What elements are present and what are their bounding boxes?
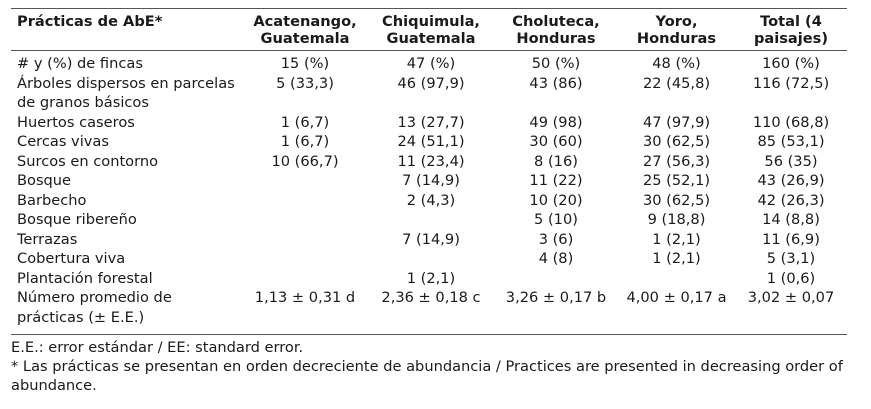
table-row [11,191,847,211]
table-footnotes [11,338,856,395]
cell-value: 30 (62,5) [642,133,711,150]
cell-value: 1 (2,1) [652,250,701,267]
cell-value [242,171,368,191]
cell-value [242,269,368,289]
table-row [11,132,847,152]
cell-value: 49 (98) [529,113,583,131]
cell-value [368,249,494,269]
cell-value: 2 (4,3) [406,191,456,209]
row-label: Bosque ribereño [17,211,137,228]
cell-value: 3,26 ± 0,17 b [505,289,607,306]
cell-value [618,269,735,289]
header-acatenango: Acatenango, Guatemala [253,13,357,47]
cell-value [368,210,494,230]
table-header [11,9,847,51]
cell-value: 1 (0,6) [766,269,816,287]
table-row [11,210,847,230]
table-row [11,171,847,191]
cell-value: 8 (16) [534,152,578,170]
footnote-abbreviation: E.E.: error estándar / EE: standard error. [11,339,304,356]
cell-value: 42 (26,3) [757,191,825,209]
cell-value: 24 (51,1) [397,133,465,150]
cell-value: 11 (6,9) [762,230,820,248]
cell-value: 1 (2,1) [406,269,456,287]
row-label: Terrazas [17,230,78,248]
table-row [11,249,847,269]
table-row [11,288,847,335]
cell-value: 48 (%) [652,55,701,72]
cell-value: 7 (14,9) [402,172,460,189]
cell-value: 11 (22) [529,172,583,189]
cell-value: 2,36 ± 0,18 c [381,289,481,306]
cell-value [242,191,368,211]
cell-value: 1,13 ± 0,31 d [254,289,356,306]
row-label: Huertos caseros [17,113,135,131]
cell-value: 5 (3,1) [766,250,816,267]
cell-value: 4,00 ± 0,17 a [626,289,727,306]
row-label: Árboles dispersos en parcelas de granos básicos [17,74,235,111]
cell-value: 11 (23,4) [397,152,465,170]
table-body [11,51,847,335]
cell-value: 1 (2,1) [652,230,701,248]
header-practices: Prácticas de AbE* [17,13,163,30]
cell-value: 50 (%) [531,55,581,72]
cell-value: 116 (72,5) [752,74,830,92]
row-label: Cobertura viva [17,250,126,267]
row-label: Cercas vivas [17,133,109,150]
cell-value: 5 (10) [534,211,578,228]
cell-value: 43 (26,9) [757,172,825,189]
cell-value: 30 (62,5) [642,191,711,209]
row-label: Plantación forestal [17,269,153,287]
row-label: Bosque [17,172,72,189]
footnote-ordering: * Las prácticas se presentan en orden decreciente de abundancia / Practices are presented in decreasing order of abundance. [11,358,843,394]
table-row [11,74,847,113]
header-row [11,9,847,51]
cell-value: 43 (86) [529,74,583,92]
cell-value: 1 (6,7) [280,133,330,150]
cell-value: 30 (60) [529,133,583,150]
cell-value [242,249,368,269]
cell-value: 3,02 ± 0,07 [747,289,835,306]
cell-value: 27 (56,3) [642,152,711,170]
cell-value: 13 (27,7) [397,113,465,131]
cell-value [242,210,368,230]
table-row [11,230,847,250]
cell-value: 10 (20) [529,191,583,209]
header-total: Total (4 paisajes) [753,13,829,47]
cell-value: 15 (%) [280,55,330,72]
table-row [11,269,847,289]
cell-value: 10 (66,7) [271,152,339,170]
table-row [11,113,847,133]
cell-value: 25 (52,1) [642,172,711,189]
cell-value: 56 (35) [764,152,818,170]
cell-value: 7 (14,9) [402,230,460,248]
header-yoro: Yoro, Honduras [636,13,717,47]
cell-value: 4 (8) [538,250,574,267]
cell-value: 160 (%) [762,55,820,72]
cell-value: 14 (8,8) [762,211,820,228]
cell-value [494,269,618,289]
row-label: # y (%) de fincas [17,55,143,72]
row-label: Barbecho [17,191,87,209]
cell-value: 85 (53,1) [757,133,825,150]
practices-table [11,8,847,335]
cell-value [242,230,368,250]
cell-value: 110 (68,8) [752,113,830,131]
header-choluteca: Choluteca, Honduras [512,13,600,47]
table-row [11,51,847,74]
table-row [11,152,847,172]
cell-value: 47 (%) [406,55,456,72]
header-chiquimula: Chiquimula, Guatemala [382,13,480,47]
cell-value: 47 (97,9) [642,113,711,131]
cell-value: 3 (6) [538,230,574,248]
cell-value: 5 (33,3) [276,74,334,92]
row-label: Número promedio de prácticas (± E.E.) [17,289,172,326]
cell-value: 9 (18,8) [647,211,706,228]
cell-value: 22 (45,8) [642,74,711,92]
row-label: Surcos en contorno [17,152,159,170]
cell-value: 46 (97,9) [397,74,465,92]
cell-value: 1 (6,7) [280,113,330,131]
